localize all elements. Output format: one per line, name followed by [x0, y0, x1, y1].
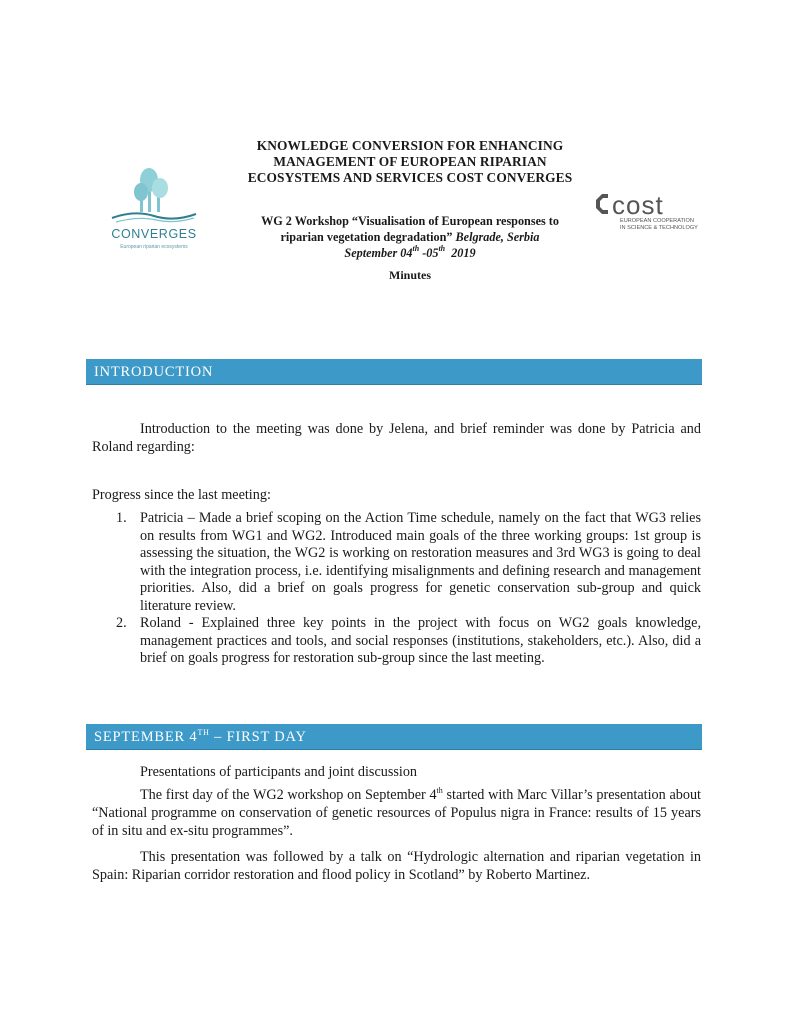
presentations-heading: Presentations of participants and joint discussion	[140, 764, 418, 780]
progress-heading: Progress since the last meeting:	[92, 487, 271, 503]
converges-logo-text: CONVERGES	[111, 227, 197, 241]
river-wave-icon	[112, 213, 196, 218]
first-day-paragraph: The first day of the WG2 workshop on September 4th started with Marc Villar’s presentation about “National programme on conservation of genetic resources of Populus nigra in France: results of 15 years of in situ and ex-situ programmes”.	[92, 786, 701, 839]
title-line: MANAGEMENT OF EUROPEAN RIPARIAN	[273, 154, 547, 169]
workshop-info	[210, 213, 610, 261]
title-line: ECOSYSTEMS AND SERVICES COST CONVERGES	[247, 170, 573, 185]
workshop-line-1: WG 2 Workshop “Visualisation of European responses to	[261, 214, 559, 228]
cost-logo-sub2: IN SCIENCE & TECHNOLOGY	[620, 225, 698, 231]
tree-icon	[134, 168, 168, 212]
list-item	[92, 615, 701, 668]
cost-logo-sub1: EUROPEAN COOPERATION	[620, 218, 694, 224]
list-item	[92, 510, 701, 615]
title-line: KNOWLEDGE CONVERSION FOR ENHANCING	[256, 138, 564, 153]
workshop-dates: September 04th -05th 2019	[344, 244, 476, 260]
progress-list	[92, 510, 701, 668]
converges-logo	[104, 160, 204, 256]
document-title	[190, 138, 630, 186]
list-item-number: 2.	[116, 615, 127, 631]
cost-logo-text: cost	[612, 190, 664, 220]
list-item-number: 1.	[116, 510, 127, 526]
workshop-line-2: riparian vegetation degradation” Belgrade, Serbia	[280, 230, 540, 244]
followed-paragraph: This presentation was followed by a talk on “Hydrologic alternation and riparian vegetation in Spain: Riparian corridor restoration and flood policy in Scotland” by Roberto Martinez.	[92, 849, 701, 883]
section-heading-first-day: SEPTEMBER 4TH – FIRST DAY	[86, 724, 702, 750]
workshop-location: Belgrade, Serbia	[455, 230, 540, 244]
list-item-text: Roland - Explained three key points in the project with focus on WG2 goals knowledge, management practices and tools, and social responses (institutions, stakeholders, etc.). Also, did a brief on goals progress for restoration sub-group since the last meeting.	[140, 615, 701, 666]
minutes-label: Minutes	[389, 268, 431, 282]
cost-hexagon-icon	[596, 194, 608, 214]
intro-paragraph: Introduction to the meeting was done by Jelena, and brief reminder was done by Patricia and Roland regarding:	[92, 421, 701, 455]
section-heading-introduction: INTRODUCTION	[86, 359, 702, 385]
converges-logo-tagline: European riparian ecosystems	[120, 244, 188, 250]
list-item-text: Patricia – Made a brief scoping on the Action Time schedule, namely on the fact that WG3 relies on results from WG1 and WG2. Introduced main goals of the three working groups: 1st group is assessing the situation, the WG2 is working on restoration measures and 3rd WG3 is going to deal with the integration process, i.e. identifying misalignments and defining research and management priorities. Also, did a brief on goals progress for genetic conservation sub-group and quick literature review.	[140, 510, 701, 614]
